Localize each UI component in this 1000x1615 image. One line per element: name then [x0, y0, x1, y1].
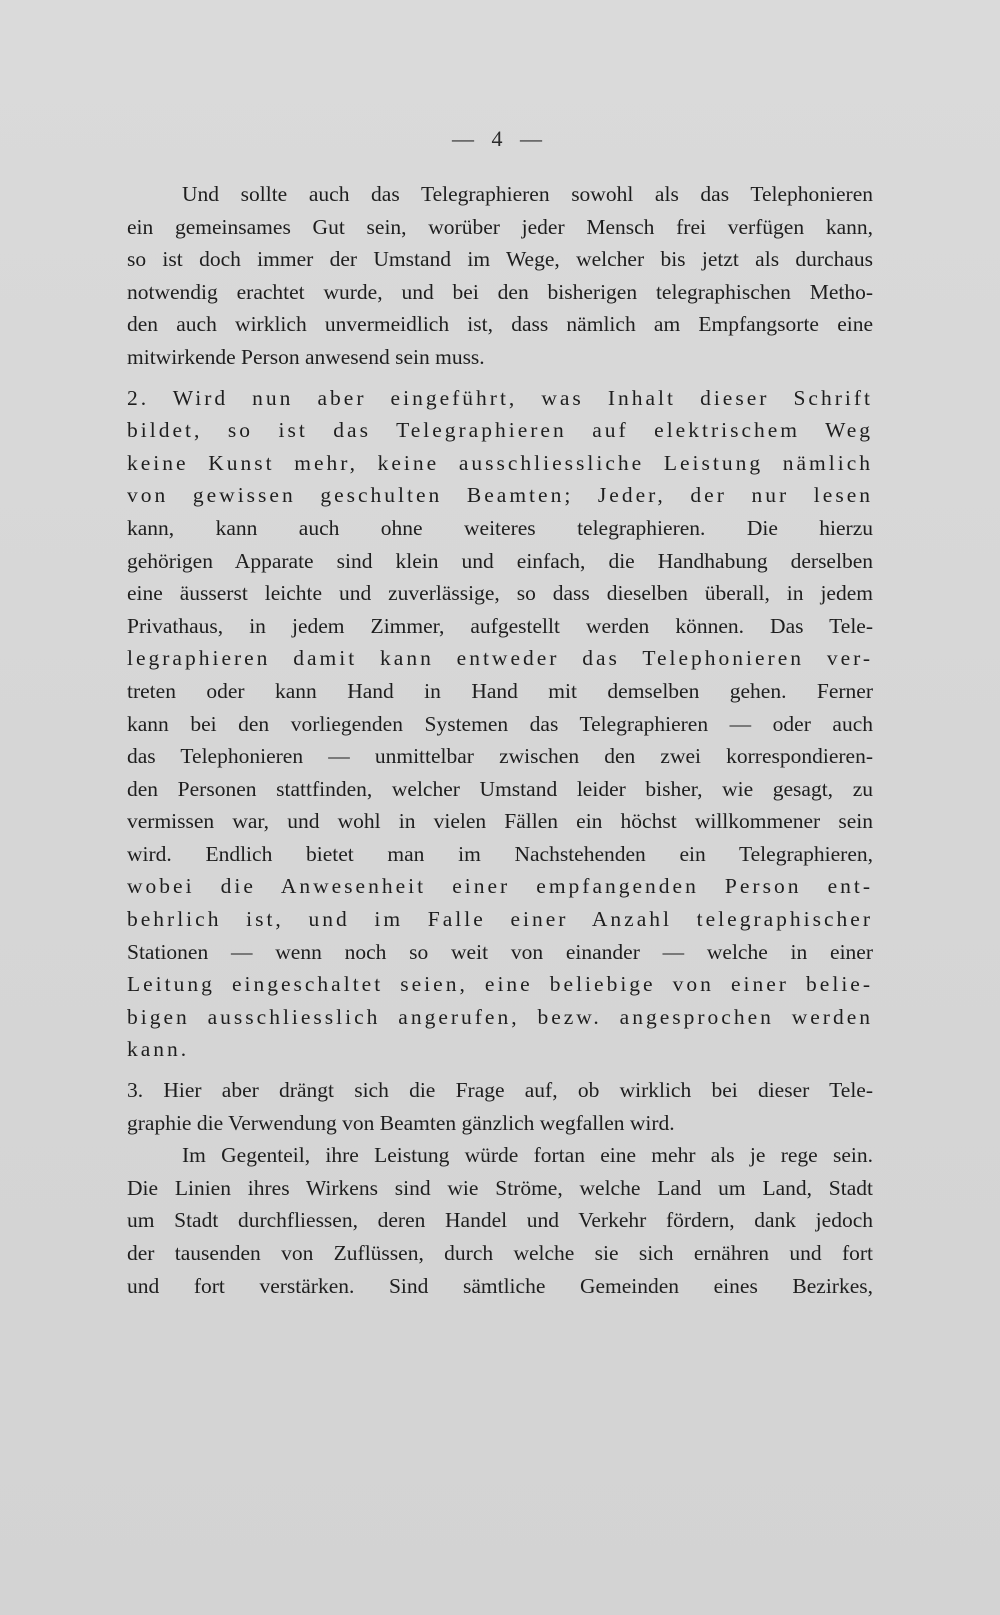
text-line: den auch wirklich unvermeidlich ist, dass nämlich am Empfangsorte eine: [127, 312, 873, 337]
text-line: Und sollte auch das Telegraphieren sowohl als das Telephonieren: [182, 182, 873, 206]
paragraph-gap: [127, 374, 873, 382]
text-line: kann bei den vorliegenden Systemen das Telegraphieren — oder auch: [127, 711, 873, 736]
text-line: und fort verstärken. Sind sämtliche Gemeinden eines Bezirkes,: [127, 1273, 873, 1298]
text-line: mitwirkende Person anwesend sein muss.: [127, 344, 485, 369]
text-line: graphie die Verwendung von Beamten gänzlich wegfallen wird.: [127, 1110, 675, 1135]
text-line: 2. Wird nun aber eingeführt, was Inhalt dieser Schrift: [127, 385, 873, 410]
text-line: Stationen — wenn noch so weit von einander — welche in einer: [127, 939, 873, 964]
text-line: notwendig erachtet wurde, und bei den bisherigen telegraphischen Metho-: [127, 279, 873, 304]
paragraph: [127, 178, 873, 374]
paragraph: [127, 1074, 873, 1139]
text-line: kann.: [127, 1037, 190, 1062]
text-line: um Stadt durchfliessen, deren Handel und Verkehr fördern, dank jedoch: [127, 1208, 873, 1233]
page-number: — 4 —: [452, 126, 548, 151]
text-line: ein gemeinsames Gut sein, worüber jeder Mensch frei verfügen kann,: [127, 214, 873, 239]
text-line: legraphieren damit kann entweder das Telephonieren ver-: [127, 646, 873, 671]
text-line: gehörigen Apparate sind klein und einfach, die Handhabung derselben: [127, 548, 873, 573]
paragraph: [127, 382, 873, 1066]
paragraph: [127, 1139, 873, 1302]
text-line: den Personen stattfinden, welcher Umstand leider bisher, wie gesagt, zu: [127, 776, 873, 801]
text-line: wird. Endlich bietet man im Nachstehenden ein Telegraphieren,: [127, 841, 873, 866]
text-line: wobei die Anwesenheit einer empfangenden Person ent-: [127, 874, 873, 899]
text-line: von gewissen geschulten Beamten; Jeder, der nur lesen: [127, 483, 873, 508]
text-line: das Telephonieren — unmittelbar zwischen den zwei korrespondieren-: [127, 744, 873, 769]
text-line: bildet, so ist das Telegraphieren auf elektrischem Weg: [127, 418, 873, 443]
text-line: vermissen war, und wohl in vielen Fällen ein höchst willkommener sein: [127, 809, 873, 834]
text-line: keine Kunst mehr, keine ausschliessliche Leistung nämlich: [127, 450, 873, 475]
text-line: kann, kann auch ohne weiteres telegraphieren. Die hierzu: [127, 515, 873, 540]
text-line: Die Linien ihres Wirkens sind wie Ströme, welche Land um Land, Stadt: [127, 1175, 873, 1200]
text-line: Leitung eingeschaltet seien, eine beliebige von einer belie-: [127, 972, 873, 997]
text-line: der tausenden von Zuflüssen, durch welche sie sich ernähren und fort: [127, 1241, 873, 1265]
paragraph-gap: [127, 1066, 873, 1074]
text-line: so ist doch immer der Umstand im Wege, welcher bis jetzt als durchaus: [127, 247, 873, 272]
text-line: bigen ausschliesslich angerufen, bezw. angesprochen werden: [127, 1004, 873, 1029]
text-line: eine äusserst leichte und zuverlässige, so dass dieselben überall, in jedem: [127, 581, 873, 606]
text-line: 3. Hier aber drängt sich die Frage auf, ob wirklich bei dieser Tele-: [127, 1078, 873, 1103]
text-line: Privathaus, in jedem Zimmer, aufgestellt werden können. Das Tele-: [127, 613, 873, 638]
body-text: [127, 178, 873, 1302]
text-line: behrlich ist, und im Falle einer Anzahl telegraphischer: [127, 907, 873, 932]
text-line: Im Gegenteil, ihre Leistung würde fortan eine mehr als je rege sein.: [182, 1143, 873, 1168]
text-line: treten oder kann Hand in Hand mit demselben gehen. Ferner: [127, 678, 873, 703]
